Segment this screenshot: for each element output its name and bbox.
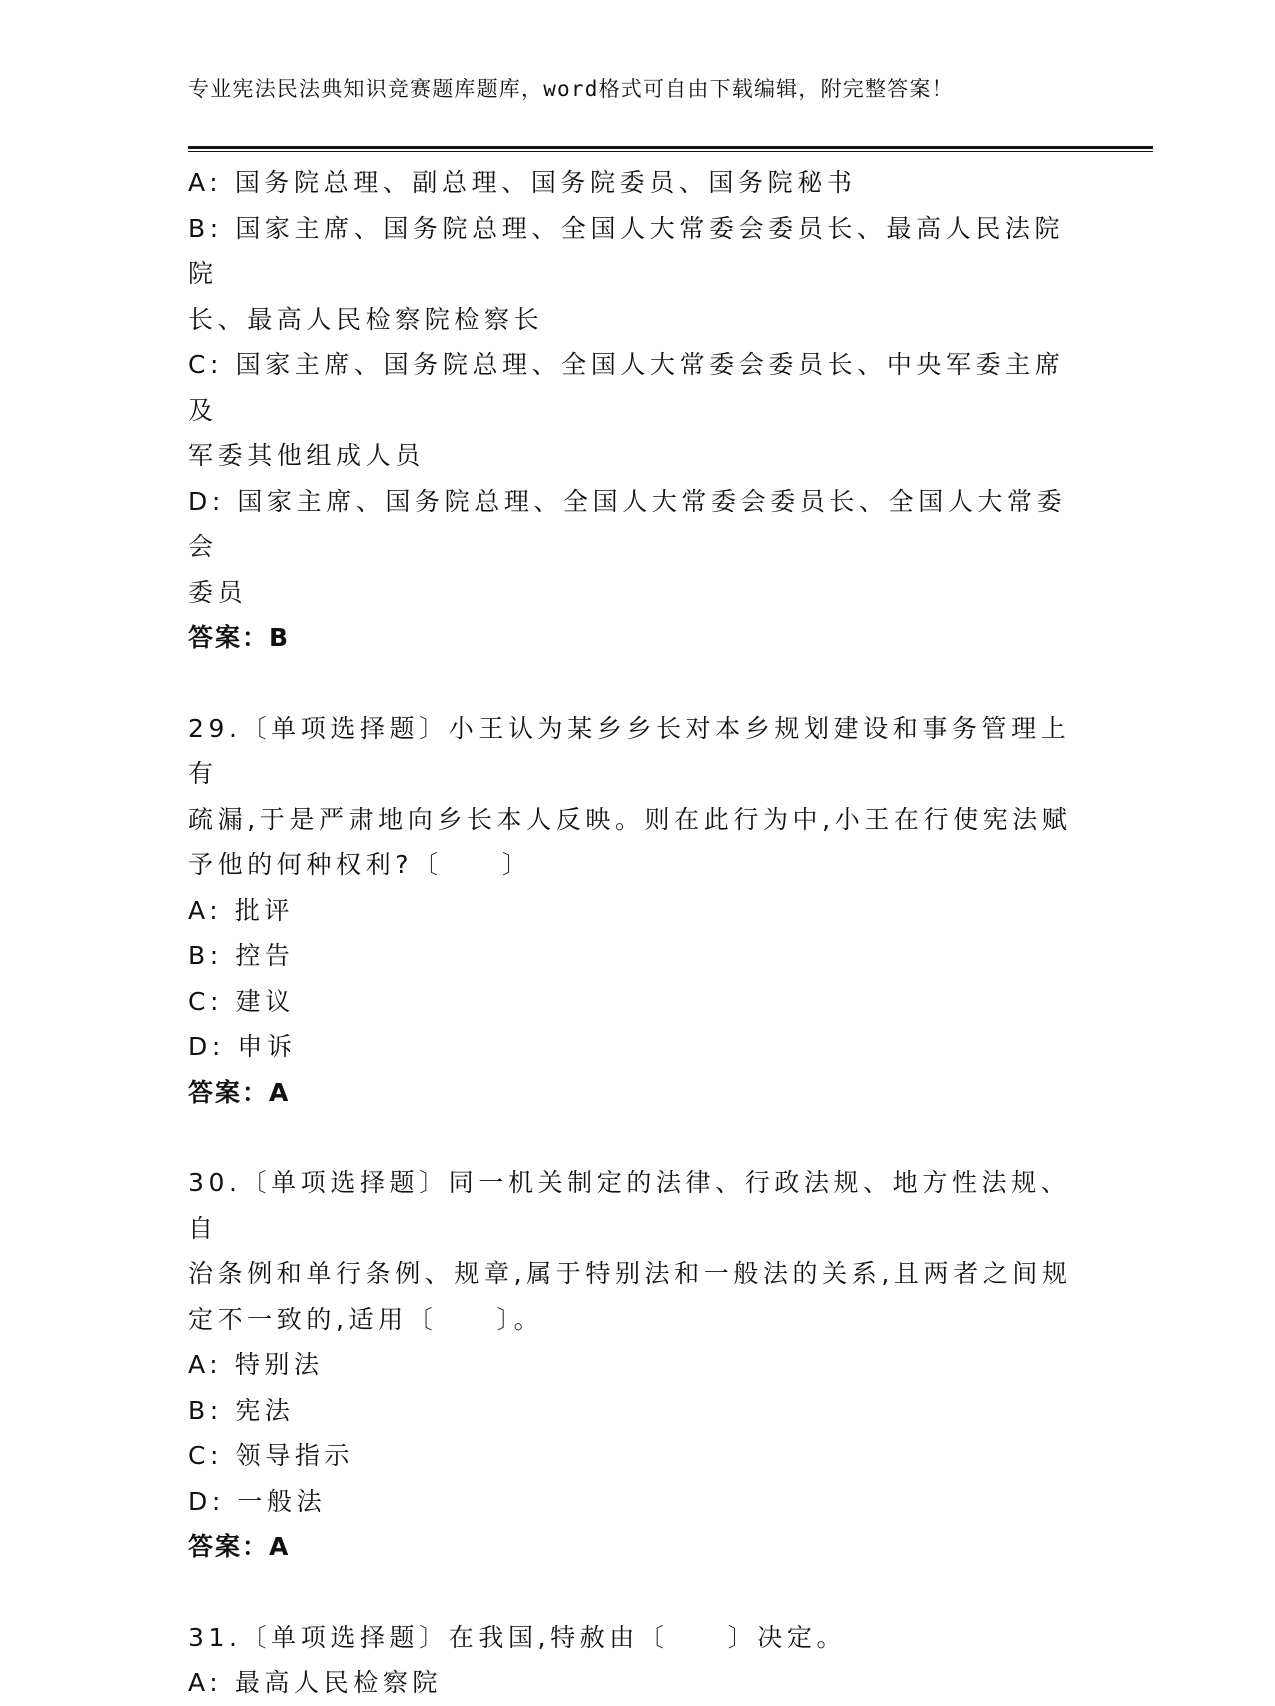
question-stem-line-3: 定不一致的,适用〔 〕。: [188, 1304, 544, 1334]
option-d-line-1: D: 国家主席、国务院总理、全国人大常委会委员长、全国人大常委会: [188, 486, 1067, 561]
option-c-line-2: 军委其他组成人员: [188, 441, 425, 470]
question-stem-line-1: 29.〔单项选择题〕小王认为某乡乡长对本乡规划建设和事务管理上有: [188, 713, 1071, 788]
option-d-line-2: 委员: [188, 577, 248, 607]
option-a: A: 特别法: [188, 1350, 324, 1379]
page-header: 专业宪法民法典知识竞赛题库题库，word格式可自由下载编辑，附完整答案！: [188, 77, 954, 101]
option-b-line-2: 长、最高人民检察院检察长: [188, 304, 544, 334]
question-30: [188, 1160, 1088, 1570]
option-c: C: 领导指示: [188, 1441, 355, 1470]
question-stem-line-2: 疏漏,于是严肃地向乡长本人反映。则在此行为中,小王在行使宪法赋: [188, 804, 1072, 834]
spacer: [188, 661, 1088, 706]
option-a: A: 批评: [188, 895, 295, 925]
question-stem-line-2: 治条例和单行条例、规章,属于特别法和一般法的关系,且两者之间规: [188, 1259, 1072, 1288]
question-stem-line-1: 30.〔单项选择题〕同一机关制定的法律、行政法规、地方性法规、自: [188, 1168, 1071, 1243]
spacer: [188, 1570, 1088, 1615]
option-b-line-1: B: 国家主席、国务院总理、全国人大常委会委员长、最高人民法院院: [188, 213, 1065, 288]
option-d: D: 申诉: [188, 1032, 297, 1061]
answer: 答案：A: [188, 1532, 291, 1561]
question-stem-line-1: 31.〔单项选择题〕在我国,特赦由〔 〕决定。: [188, 1622, 847, 1652]
option-c: C: 建议: [188, 986, 295, 1016]
question-31: [188, 1615, 1088, 1706]
document-content: [188, 160, 1088, 1706]
option-b: B: 宪法: [188, 1395, 295, 1425]
spacer: [188, 1115, 1088, 1160]
question-28-continued: [188, 160, 1088, 661]
option-c-line-1: C: 国家主席、国务院总理、全国人大常委会委员长、中央军委主席及: [188, 350, 1065, 425]
answer: 答案：A: [188, 1077, 291, 1107]
option-a: A: 最高人民检察院: [188, 1668, 443, 1697]
header-rule-thick: [188, 146, 1153, 149]
option-d: D: 一般法: [188, 1486, 327, 1516]
answer: 答案：B: [188, 623, 291, 652]
option-a: A: 国务院总理、副总理、国务院委员、国务院秘书: [188, 168, 857, 197]
question-29: [188, 706, 1088, 1116]
option-b: B: 控告: [188, 941, 295, 970]
question-stem-line-3: 予他的何种权利?〔 〕: [188, 850, 532, 879]
header-rule-thin: [188, 151, 1153, 152]
